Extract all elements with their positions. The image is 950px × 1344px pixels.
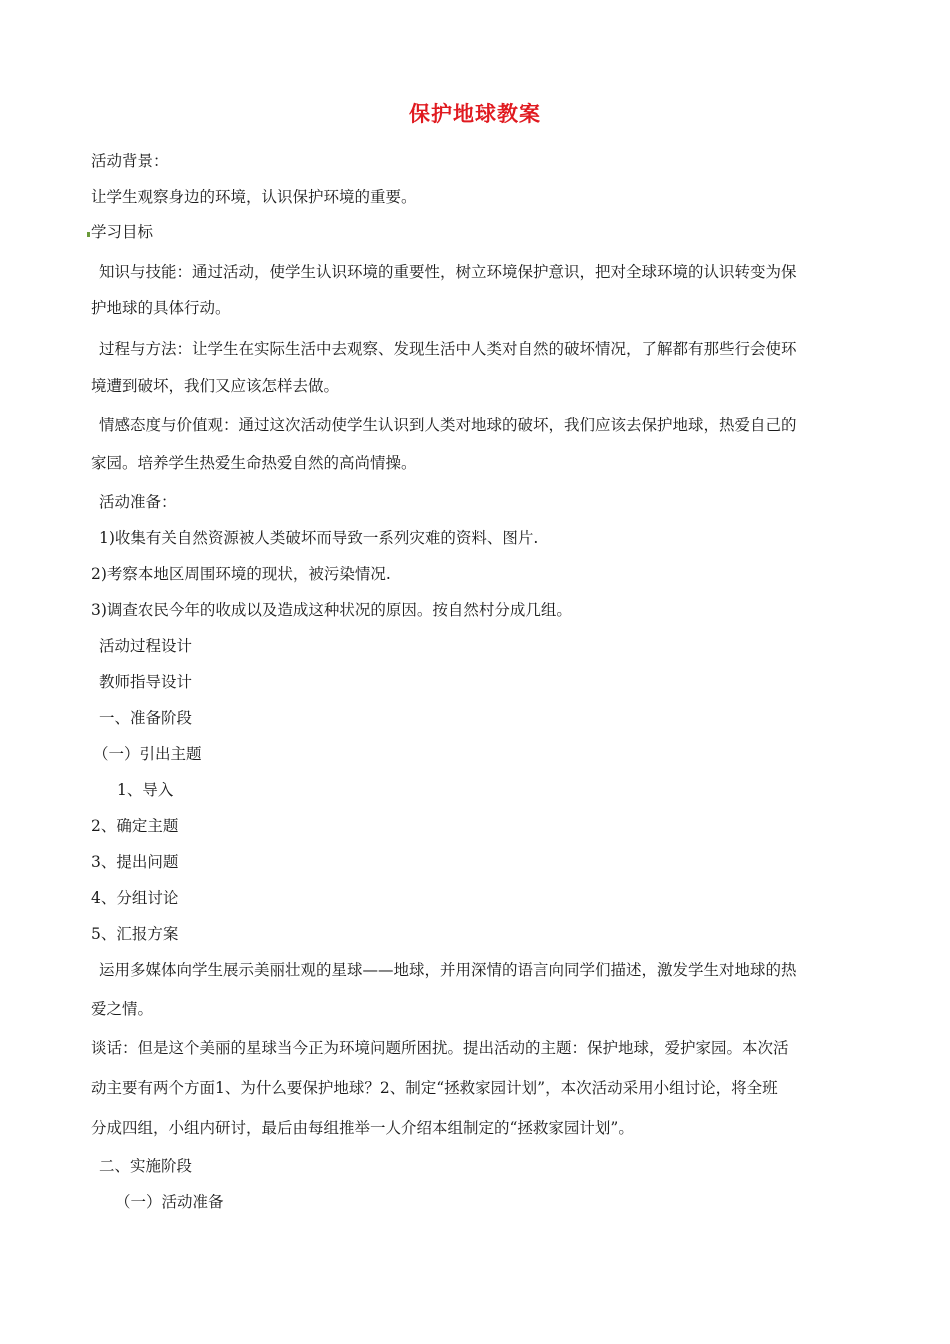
- text-line: 活动过程设计: [99, 637, 193, 655]
- text-line: 让学生观察身边的环境，认识保护环境的重要。: [91, 188, 417, 206]
- text-line: 2)考察本地区周围环境的现状，被污染情况.: [91, 565, 391, 583]
- text-line: （一）活动准备: [115, 1193, 224, 1211]
- text-line: 情感态度与价值观：通过这次活动使学生认识到人类对地球的破坏，我们应该去保护地球，热爱自己的: [99, 416, 797, 434]
- marker-icon: [87, 232, 90, 237]
- text-line: （一）引出主题: [93, 745, 202, 763]
- text-line: 一、准备阶段: [99, 709, 193, 727]
- text-line: 3、提出问题: [91, 853, 179, 871]
- text-line: 护地球的具体行动。: [91, 299, 231, 317]
- text-line: 1、导入: [117, 781, 174, 799]
- text-line: 动主要有两个方面1、为什么要保护地球？2、制定“拯救家园计划”，本次活动采用小组讨论，将全班: [91, 1079, 778, 1097]
- text-line: 1)收集有关自然资源被人类破坏而导致一系列灾难的资料、图片.: [99, 529, 539, 547]
- text-line: 4、分组讨论: [91, 889, 179, 907]
- text-line: 知识与技能：通过活动，使学生认识环境的重要性，树立环境保护意识，把对全球环境的认识转变为保: [99, 263, 797, 281]
- text-line: 家园。培养学生热爱生命热爱自然的高尚情操。: [91, 454, 417, 472]
- text-line: 运用多媒体向学生展示美丽壮观的星球——地球，并用深情的语言向同学们描述，激发学生对地球的热: [99, 961, 797, 979]
- text-line: 爱之情。: [91, 1000, 154, 1018]
- text-line: 活动准备：: [99, 493, 177, 511]
- text-line: 境遭到破坏，我们又应该怎样去做。: [91, 377, 340, 395]
- text-line: 分成四组，小组内研讨，最后由每组推举一人介绍本组制定的“拯救家园计划”。: [91, 1119, 634, 1137]
- text-line: 谈话：但是这个美丽的星球当今正为环境问题所困扰。提出活动的主题：保护地球，爱护家园。本次活: [91, 1039, 789, 1057]
- text-line: 过程与方法：让学生在实际生活中去观察、发现生活中人类对自然的破坏情况，了解都有那些行会使环: [99, 340, 797, 358]
- text-line: 5、汇报方案: [91, 925, 179, 943]
- text-line: 3)调查农民今年的收成以及造成这种状况的原因。按自然村分成几组。: [91, 601, 572, 619]
- document-title: 保护地球教案: [409, 102, 541, 126]
- text-line: 学习目标: [91, 223, 154, 241]
- text-line: 2、确定主题: [91, 817, 179, 835]
- text-line-wrapper: [87, 222, 153, 242]
- text-line: 教师指导设计: [99, 673, 193, 691]
- text-line: 活动背景：: [91, 152, 169, 170]
- text-line: 二、实施阶段: [99, 1157, 193, 1175]
